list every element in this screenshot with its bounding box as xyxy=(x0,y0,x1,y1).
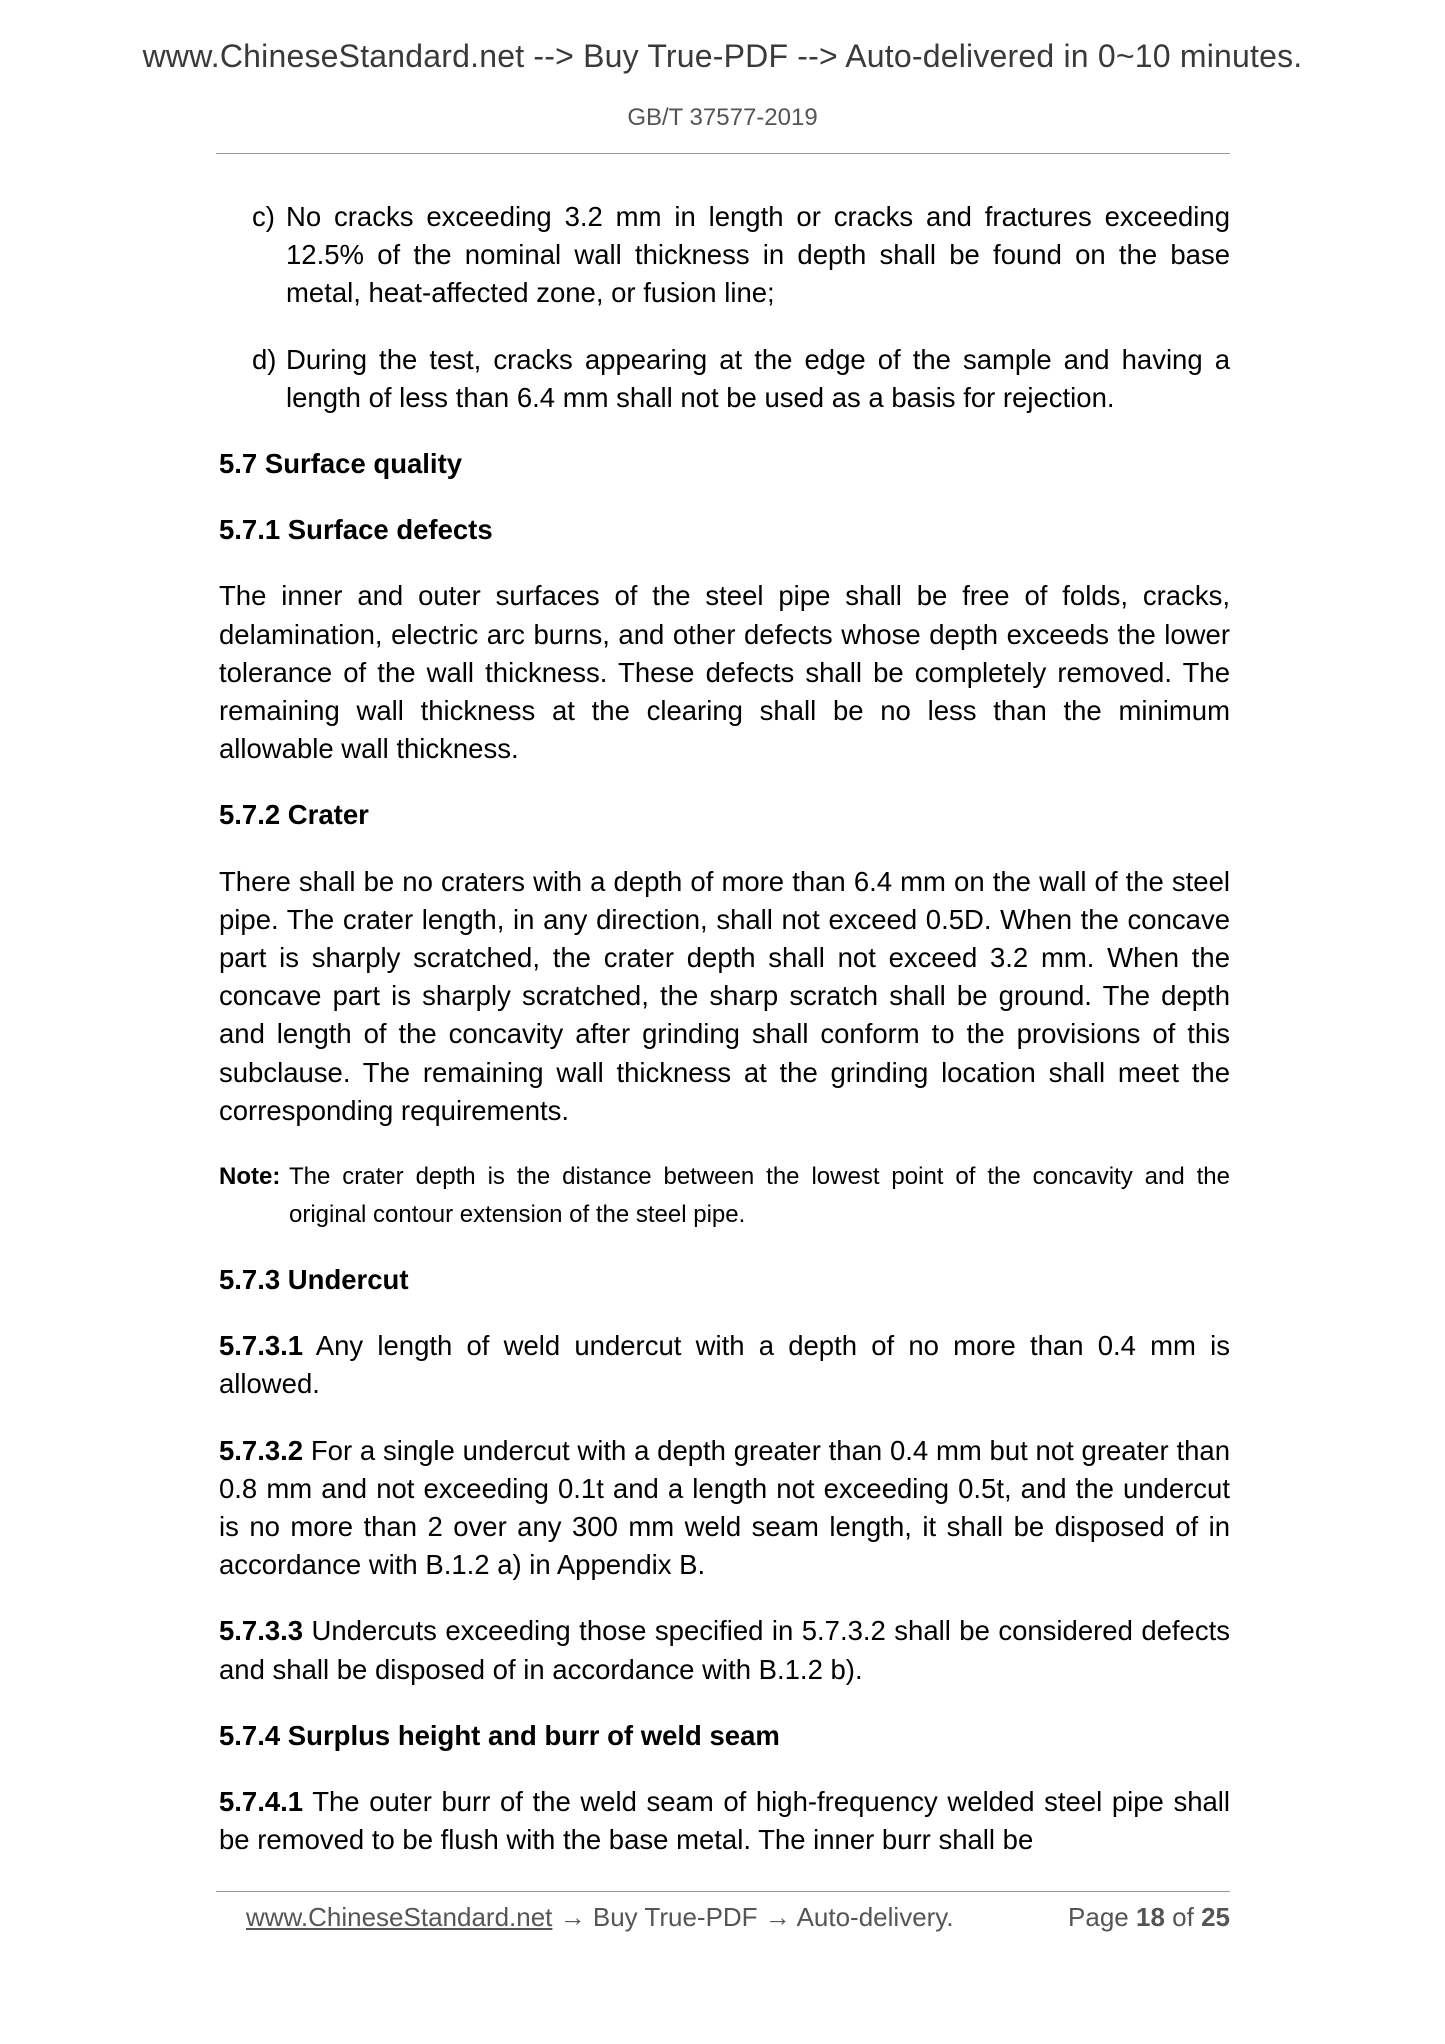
section-heading-5-7-2: 5.7.2 Crater xyxy=(219,799,369,831)
header-divider xyxy=(216,153,1230,154)
clause-text: Undercuts exceeding those specified in 5.7.3.2 shall be considered defects and shall be disposed of in accordance with B.1.2 b). xyxy=(219,1615,1230,1685)
list-text: No cracks exceeding 3.2 mm in length or cracks and fractures exceeding 12.5% of the nominal wall thickness in depth shall be found on the base metal, heat-affected zone, or fusion line; xyxy=(286,201,1230,309)
page-content xyxy=(219,198,1230,1888)
page-total: 25 xyxy=(1201,1902,1230,1932)
document-code: GB/T 37577-2019 xyxy=(627,104,818,131)
clause-text: Any length of weld undercut with a depth of no more than 0.4 mm is allowed. xyxy=(219,1330,1230,1400)
section-heading-5-7-4: 5.7.4 Surplus height and burr of weld seam xyxy=(219,1719,780,1751)
page-label: Page xyxy=(1068,1902,1129,1932)
footer-link[interactable]: www.ChineseStandard.net xyxy=(246,1902,553,1932)
page-number: 18 xyxy=(1136,1902,1165,1932)
clause-number: 5.7.3.2 xyxy=(219,1434,304,1466)
list-item-c xyxy=(252,198,1230,313)
list-item-d xyxy=(252,341,1230,417)
page-indicator xyxy=(1068,1897,1230,1937)
clause-text: For a single undercut with a depth greater than 0.4 mm but not greater than 0.8 mm and not exceeding 0.1t and a length not exceeding 0.5t, and the undercut is no more than 2 over any 300 mm weld seam length, it shall be disposed of in accordance with B.1.2 a) in Appendix B. xyxy=(219,1434,1230,1581)
section-heading-5-7-1: 5.7.1 Surface defects xyxy=(219,514,493,546)
page-of-label: of xyxy=(1172,1902,1194,1932)
clause-number: 5.7.4.1 xyxy=(219,1786,304,1818)
note-text: The crater depth is the distance between the lowest point of the concavity and the original contour extension of the steel pipe. xyxy=(289,1163,1230,1229)
list-marker: d) xyxy=(252,343,277,375)
note xyxy=(219,1158,1230,1234)
paragraph-5-7-3-2 xyxy=(219,1432,1230,1585)
clause-number: 5.7.3.3 xyxy=(219,1615,304,1647)
footer-divider xyxy=(216,1891,1230,1892)
paragraph-5-7-3-3 xyxy=(219,1612,1230,1688)
paragraph-crater: There shall be no craters with a depth of more than 6.4 mm on the wall of the steel pipe. The crater length, in any direction, shall not exceed 0.5D. When the concave part is sharply scratched, the crater depth shall not exceed 3.2 mm. When the concave part is sharply scratched, the sharp scratch shall be ground. The depth and length of the concavity after grinding shall conform to the provisions of this subclause. The remaining wall thickness at the grinding location shall meet the corresponding requirements. xyxy=(219,865,1230,1126)
clause-number: 5.7.3.1 xyxy=(219,1330,304,1362)
note-label: Note: xyxy=(219,1163,281,1191)
paragraph-5-7-4-1 xyxy=(219,1783,1230,1859)
paragraph-surface-defects: The inner and outer surfaces of the steel pipe shall be free of folds, cracks, delamination, electric arc burns, and other defects whose depth exceeds the lower tolerance of the wall thickness. These defects shall be completely removed. The remaining wall thickness at the clearing shall be no less than the minimum allowable wall thickness. xyxy=(219,580,1230,765)
footer xyxy=(246,1897,1230,1937)
section-heading-5-7-3: 5.7.3 Undercut xyxy=(219,1264,409,1296)
section-heading-5-7: 5.7 Surface quality xyxy=(219,448,463,480)
clause-text: The outer burr of the weld seam of high-frequency welded steel pipe shall be removed to be flush with the base metal. The inner burr shall be xyxy=(219,1786,1230,1856)
top-banner: www.ChineseStandard.net --> Buy True-PDF --> Auto-delivered in 0~10 minutes. xyxy=(142,38,1303,74)
list-marker: c) xyxy=(252,201,275,232)
list-text: During the test, cracks appearing at the edge of the sample and having a length of less than 6.4 mm shall not be used as a basis for rejection. xyxy=(286,343,1230,413)
footer-text: → Buy True-PDF → Auto-delivery. xyxy=(552,1902,954,1932)
paragraph-5-7-3-1 xyxy=(219,1327,1230,1403)
